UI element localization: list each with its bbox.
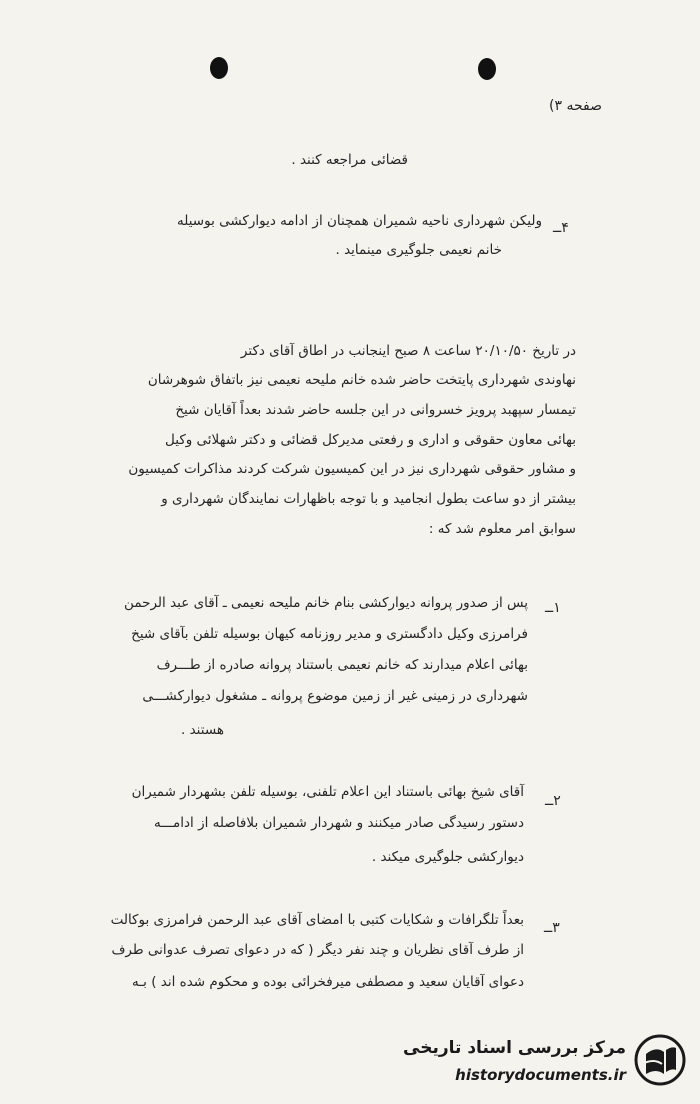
- item-number-2: ۲ــ: [545, 793, 561, 809]
- footer-title: مرکز بررسی اسناد تاریخی: [403, 1038, 626, 1058]
- text-line: بعداً تلگرافات و شکایات کتبی با امضای آقای عبد الرحمن فرامرزی بوکالت: [110, 912, 524, 928]
- text-line: بهائی اعلام میدارند که خانم نعیمی باستناد پروانه صادره از طـــرف: [156, 657, 528, 673]
- text-line: فرامرزی وکیل دادگستری و مدیر روزنامه کیهان بوسیله تلفن بآقای شیخ: [131, 626, 528, 642]
- punch-hole-right: [478, 58, 496, 80]
- text-line: هستند .: [181, 722, 224, 738]
- text-line: در تاریخ ۲۰/۱۰/۵۰ ساعت ۸ صبح اینجانب در اطاق آقای دکتر: [240, 343, 576, 359]
- text-line: پس از صدور پروانه دیوارکشی بنام خانم ملیحه نعیمی ـ آقای عبد الرحمن: [124, 595, 528, 611]
- site-watermark: [401, 1030, 686, 1094]
- text-line: و مشاور حقوقی شهرداری نیز در این کمیسیون شرکت کردند مذاکرات کمیسیون: [128, 461, 576, 477]
- text-line: خانم نعیمی جلوگیری مینماید .: [335, 242, 502, 258]
- text-line: از طرف آقای نظریان و چند نفر دیگر ( که در دعوای تصرف عدوانی طرف: [111, 942, 524, 958]
- text-line: دستور رسیدگی صادر میکنند و شهردار شمیران بلافاصله از ادامـــه: [153, 815, 524, 831]
- book-logo-icon: [634, 1034, 686, 1086]
- text-line: آقای شیخ بهائی باستناد این اعلام تلفنی، بوسیله تلفن بشهردار شمیران: [131, 784, 524, 800]
- text-line: بهائی معاون حقوقی و اداری و رفعتی مدیرکل قضائی و دکتر شهلائی وکیل: [165, 432, 576, 448]
- text-line: سوابق امر معلوم شد که :: [428, 521, 576, 537]
- text-line: دعوای آقایان سعید و مصطفی میرفخرائی بوده و محکوم شده اند ) بـه: [131, 974, 524, 990]
- text-line: شهرداری در زمینی غیر از زمین موضوع پروانه ـ مشغول دیوارکشـــی: [142, 688, 528, 704]
- footer-url: historydocuments.ir: [455, 1066, 626, 1084]
- text-line: ولیکن شهرداری ناحیه شمیران همچنان از ادامه دیوارکشی بوسیله: [177, 213, 542, 229]
- text-line: بیشتر از دو ساعت بطول انجامید و با توجه باظهارات نمایندگان شهرداری و: [161, 491, 576, 507]
- text-line: نهاوندی شهرداری پایتخت حاضر شده خانم ملیحه نعیمی نیز باتفاق شوهرشان: [147, 372, 576, 388]
- text-line: تیمسار سپهبد پرویز خسروانی در این جلسه حاضر شدند بعداً آقایان شیخ: [175, 402, 576, 418]
- page-number-label: صفحه ۳): [549, 98, 602, 114]
- text-line: قضائی مراجعه کنند .: [291, 152, 408, 168]
- item-number-3: ۳ــ: [544, 920, 560, 936]
- text-line: دیوارکشی جلوگیری میکند .: [371, 849, 524, 865]
- punch-hole-left: [210, 57, 228, 79]
- item-number-4: ۴ــ: [553, 220, 569, 236]
- item-number-1: ۱ــ: [545, 600, 561, 616]
